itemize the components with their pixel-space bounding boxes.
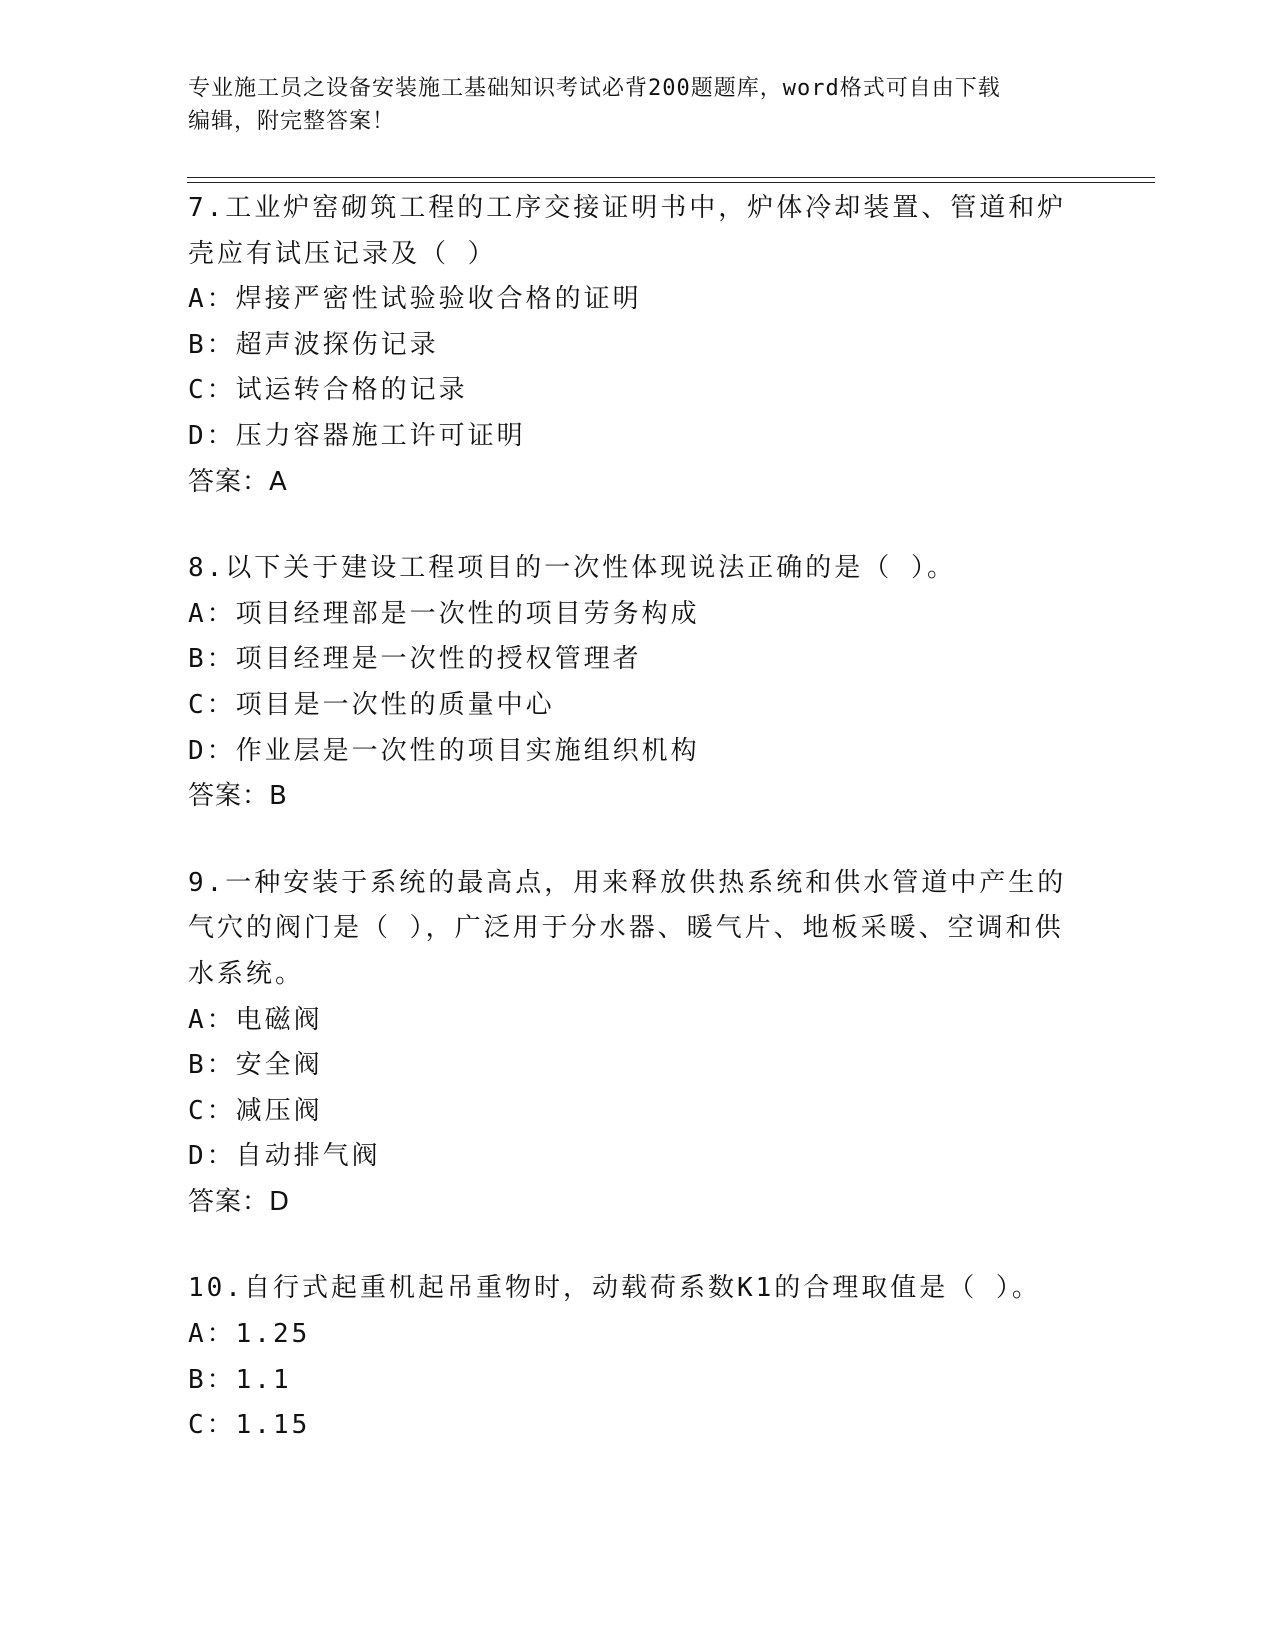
question-list: [188, 186, 1088, 1449]
option-b: B：安全阀: [188, 1050, 323, 1081]
question-8: [188, 546, 1088, 820]
answer-line: 答案：D: [188, 1186, 291, 1217]
question-stem: [188, 186, 1088, 277]
question-10: [188, 1266, 1088, 1448]
question-stem: [188, 546, 1088, 592]
question-7: [188, 186, 1088, 505]
option-a: A：1.25: [188, 1319, 311, 1350]
option-d: D：压力容器施工许可证明: [188, 420, 526, 451]
option-b: B：1.1: [188, 1364, 292, 1395]
answer-line: 答案：B: [188, 781, 288, 812]
stem-line: 气穴的阀门是（ ），广泛用于分水器、暖气片、地板采暖、空调和供: [188, 913, 1064, 944]
stem-line: 水系统。: [188, 958, 305, 989]
option-b: B：项目经理是一次性的授权管理者: [188, 644, 642, 675]
stem-line: 9.一种安装于系统的最高点，用来释放供热系统和供水管道中产生的: [188, 867, 1067, 898]
header-divider: [187, 177, 1155, 178]
option-c: C：减压阀: [188, 1095, 323, 1126]
option-a: A：项目经理部是一次性的项目劳务构成: [188, 598, 700, 629]
question-stem: [188, 861, 1088, 998]
stem-line: 壳应有试压记录及（ ）: [188, 238, 497, 269]
option-c: C：试运转合格的记录: [188, 375, 468, 406]
option-a: A：焊接严密性试验验收合格的证明: [188, 284, 642, 315]
header-line: 编辑，附完整答案！: [188, 109, 396, 134]
option-d: D：作业层是一次性的项目实施组织机构: [188, 735, 700, 766]
question-stem: [188, 1266, 1088, 1312]
stem-line: 10.自行式起重机起吊重物时，动载荷系数K1的合理取值是（ ）。: [188, 1273, 1041, 1304]
document-header: [188, 72, 1088, 138]
question-9: [188, 861, 1088, 1226]
stem-line: 8.以下关于建设工程项目的一次性体现说法正确的是（ ）。: [188, 553, 956, 584]
header-line: 专业施工员之设备安装施工基础知识考试必背200题题库，word格式可自由下载: [188, 76, 1001, 101]
header-divider: [187, 182, 1155, 183]
option-d: D：自动排气阀: [188, 1141, 381, 1172]
option-c: C：1.15: [188, 1410, 311, 1441]
answer-line: 答案：A: [188, 466, 288, 497]
stem-line: 7.工业炉窑砌筑工程的工序交接证明书中，炉体冷却装置、管道和炉: [188, 193, 1067, 223]
option-c: C：项目是一次性的质量中心: [188, 689, 555, 720]
option-b: B：超声波探伤记录: [188, 329, 439, 360]
option-a: A：电磁阀: [188, 1004, 323, 1035]
